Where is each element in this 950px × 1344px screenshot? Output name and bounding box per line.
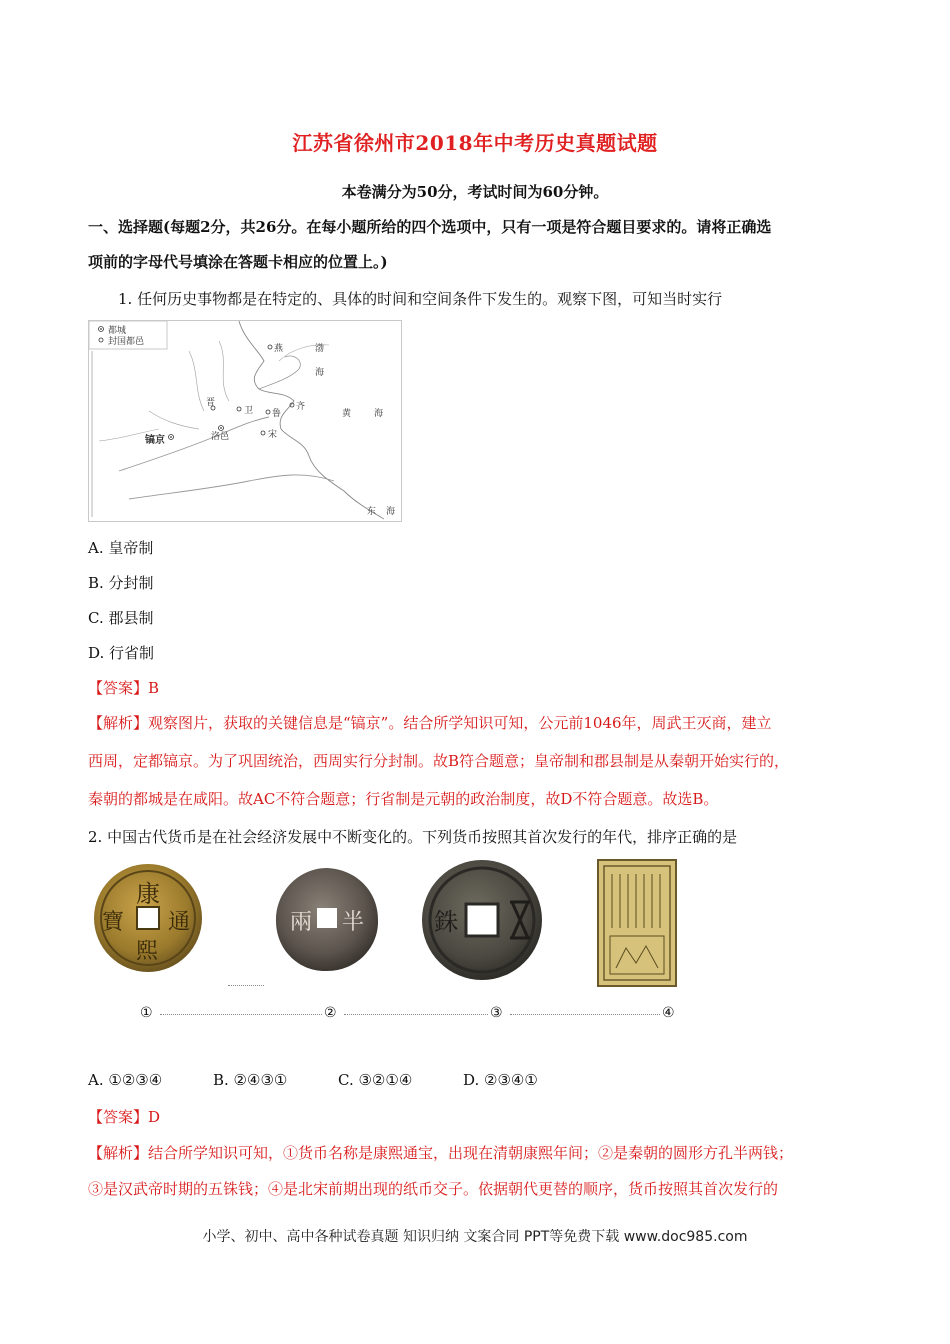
coin-wuzhu	[420, 858, 544, 982]
coin1-char-top: 康	[136, 880, 160, 908]
label-4: ④	[662, 1005, 675, 1021]
legend-capital: 都城	[108, 326, 127, 336]
q1-option-c: C. 郡县制	[88, 609, 154, 627]
map-label-yan: 燕	[274, 344, 284, 354]
q2-option-c: C. ③②①④	[338, 1071, 413, 1089]
coin1-char-right: 通	[168, 910, 191, 935]
q1-explain-line3: 秦朝的都城是在咸阳。故AC不符合题意；行省制是元朝的政治制度，故D不符合题意。故选B。	[88, 790, 719, 808]
divider-dots	[344, 1014, 488, 1015]
q1-option-d: D. 行省制	[88, 644, 155, 662]
divider-dots	[510, 1014, 660, 1015]
map-label-dong: 东	[367, 507, 377, 517]
page-footer: 小学、初中、高中各种试卷真题 知识归纳 文案合同 PPT等免费下载 www.doc985.com	[202, 1229, 748, 1245]
q2-explain-line2: ③是汉武帝时期的五铢钱；④是北宋前期出现的纸币交子。依据朝代更替的顺序，货币按照其首次发行的	[88, 1180, 779, 1198]
q2-stem: 2. 中国古代货币是在社会经济发展中不断变化的。下列货币按照其首次发行的年代，排序正确的是	[88, 828, 738, 846]
q1-stem: 1. 任何历史事物都是在特定的、具体的时间和空间条件下发生的。观察下图，可知当时实行	[118, 290, 723, 308]
section-heading-line1: 一、选择题(每题2分，共26分。在每小题所给的四个选项中，只有一项是符合题目要求的。请将正确选	[88, 218, 772, 236]
jiaozi-drawing	[596, 858, 678, 988]
q2-explain-line1	[88, 1142, 868, 1163]
section-heading-line2: 项前的字母代号填涂在答题卡相应的位置上。)	[88, 253, 388, 271]
legend-fief: 封国都邑	[108, 337, 145, 347]
answer-label: 【答案】	[88, 679, 149, 697]
map-label-luoyi: 洛邑	[211, 432, 230, 442]
q2-option-a: A. ①②③④	[88, 1071, 163, 1089]
label-3: ③	[490, 1005, 503, 1021]
coin-banliang	[272, 865, 382, 975]
label-1: ①	[140, 1005, 153, 1021]
map-label-song: 宋	[268, 430, 278, 440]
map-label-qi: 齐	[296, 402, 306, 412]
answer-label: 【答案】	[88, 1108, 149, 1126]
explain-text: 结合所学知识可知，①货币名称是康熙通宝，出现在清朝康熙年间；②是秦朝的圆形方孔半两钱；	[148, 1144, 794, 1162]
coin1-char-left: 寶	[102, 910, 125, 935]
answer-value: B	[148, 679, 160, 697]
q2-option-d: D. ②③④①	[463, 1071, 538, 1089]
map-label-lu: 鲁	[272, 409, 282, 419]
map-label-hai3: 海	[386, 507, 396, 517]
map-label-bo: 渤	[315, 344, 325, 354]
coin-banliang-drawing	[272, 865, 382, 975]
explain-label: 【解析】	[88, 1144, 149, 1162]
answer-value: D	[148, 1108, 161, 1126]
q2-answer	[88, 1106, 160, 1127]
coin-kangxi-tongbao	[92, 862, 204, 974]
exam-info: 本卷满分为50分，考试时间为60分钟。	[341, 183, 609, 201]
coin2-char-right: 半	[342, 910, 365, 935]
map-label-hai: 海	[315, 368, 325, 378]
map-label-huang: 黄	[342, 409, 352, 419]
explain-text: 观察图片，获取的关键信息是“镐京”。结合所学知识可知，公元前1046年，周武王灭商，建立	[148, 714, 772, 732]
western-zhou-map	[88, 320, 402, 522]
coin1-char-bottom: 熙	[136, 939, 159, 964]
q1-explain-line2: 西周，定都镐京。为了巩固统治，西周实行分封制。故B符合题意；皇帝制和郡县制是从秦朝开始实行的，	[88, 752, 790, 770]
q1-option-b: B. 分封制	[88, 574, 154, 592]
label-2: ②	[324, 1005, 337, 1021]
explain-label: 【解析】	[88, 714, 149, 732]
jiaozi-paper-money	[596, 858, 678, 988]
map-label-hai2: 海	[374, 409, 384, 419]
map-label-jin: 晋	[206, 398, 216, 408]
coin3-char-left: 銖	[434, 908, 458, 936]
map-label-haojing: 镐京	[145, 435, 165, 446]
q1-explain-line1	[88, 712, 868, 733]
map-outline	[89, 321, 401, 521]
q1-option-a: A. 皇帝制	[88, 539, 154, 557]
q2-option-b: B. ②④③①	[213, 1071, 288, 1089]
coin2-char-left: 兩	[290, 910, 313, 935]
q1-answer	[88, 677, 159, 698]
map-label-wei: 卫	[244, 406, 254, 416]
divider-dots	[160, 1014, 322, 1015]
page-title: 江苏省徐州市2018年中考历史真题试题	[292, 131, 658, 155]
divider-dots	[228, 985, 264, 986]
